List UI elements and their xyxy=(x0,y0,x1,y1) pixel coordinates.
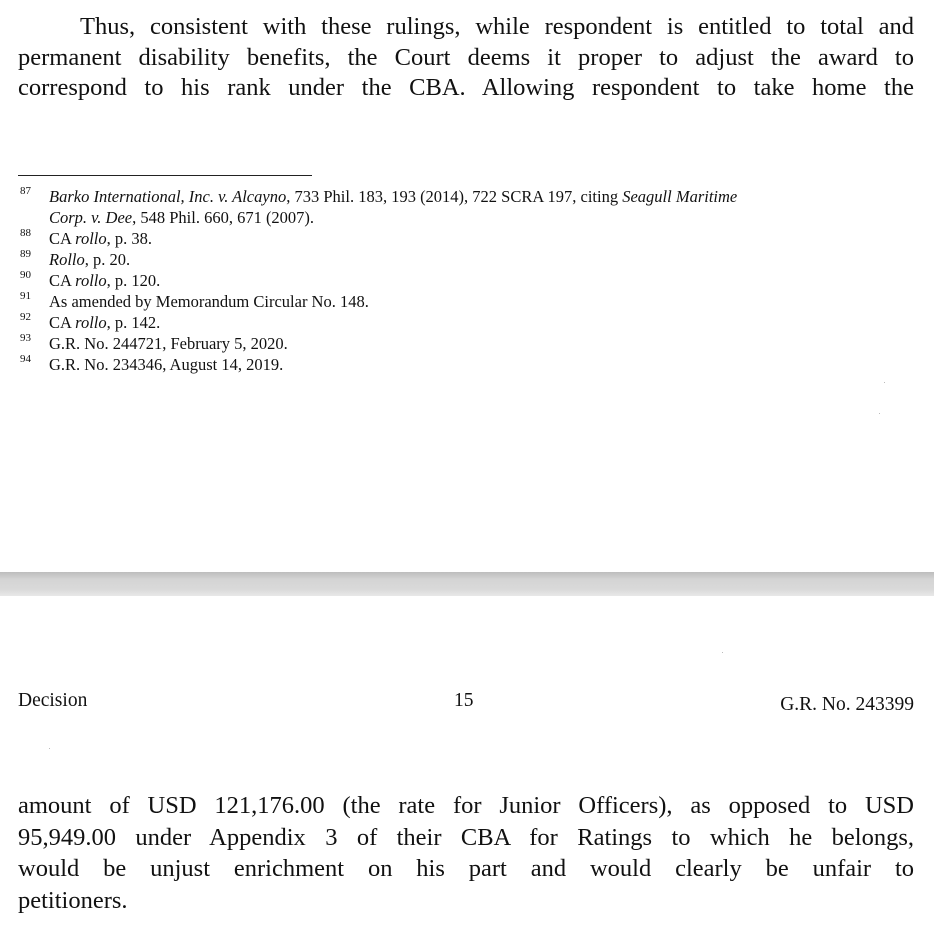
case-number: G.R. No. 243399 xyxy=(780,694,914,715)
citation-italic: rollo xyxy=(75,271,107,290)
citation-italic: Corp. v. Dee xyxy=(49,208,133,227)
footnote-text xyxy=(49,292,369,311)
footnote-continuation xyxy=(49,207,918,228)
footnote-fragment: G.R. No. 234346, August 14, 2019. xyxy=(49,355,284,374)
footnote xyxy=(18,354,918,375)
paragraph-line: Thus, consistent with these rulings, while respondent is entitled to total and xyxy=(80,13,914,40)
paragraph-line: 95,949.00 under Appendix 3 of their CBA for Ratings to which he belongs, xyxy=(18,823,914,851)
footnote-fragment: , p. 20. xyxy=(84,250,131,269)
footnote-text xyxy=(49,334,288,353)
footnote xyxy=(18,186,918,228)
scan-speck xyxy=(722,652,723,653)
footnote-number: 87 xyxy=(20,185,31,197)
footnote-fragment: , 548 Phil. 660, 671 (2007). xyxy=(132,208,315,227)
footnote-text xyxy=(49,187,918,228)
scan-speck xyxy=(879,413,880,414)
footnote-text xyxy=(49,271,160,290)
paragraph-line: amount of USD 121,176.00 (the rate for Junior Officers), as opposed to USD xyxy=(18,792,914,819)
footnote-number: 94 xyxy=(20,353,31,365)
footnote-number: 88 xyxy=(20,227,31,239)
footnote-fragment: CA xyxy=(49,229,76,248)
footnote-separator xyxy=(18,175,312,176)
page-number: 15 xyxy=(454,690,474,711)
footnote-fragment: CA xyxy=(49,271,76,290)
footnote xyxy=(18,270,918,291)
footnote-number: 91 xyxy=(20,290,31,302)
footnote-fragment: , p. 38. xyxy=(106,229,152,248)
paragraph-line: permanent disability benefits, the Court deems it proper to adjust the award to xyxy=(18,43,914,71)
footnote-fragment: G.R. No. 244721, February 5, 2020. xyxy=(49,334,288,353)
page-break-gap xyxy=(0,572,934,596)
footnote-number: 92 xyxy=(20,311,31,323)
footnote-text xyxy=(49,250,130,269)
page-header xyxy=(18,690,914,718)
footnote-number: 89 xyxy=(20,248,31,260)
footnote-fragment: , p. 120. xyxy=(106,271,161,290)
header-doc-type: Decision xyxy=(18,690,88,711)
footnote-number: 93 xyxy=(20,332,31,344)
footnote xyxy=(18,312,918,333)
scan-speck xyxy=(49,748,50,749)
footnote-list xyxy=(18,186,918,375)
footnote-fragment: As amended by Memorandum Circular No. 148. xyxy=(49,292,369,311)
citation-italic: Seagull Maritime xyxy=(622,187,738,206)
footnote-text xyxy=(49,229,152,248)
footnote-fragment: , 733 Phil. 183, 193 (2014), 722 SCRA 197, citing xyxy=(286,187,623,206)
citation-italic: rollo xyxy=(75,313,107,332)
footnote-fragment: , p. 142. xyxy=(106,313,161,332)
citation-italic: Barko International, Inc. v. Alcayno xyxy=(49,187,287,206)
citation-italic: rollo xyxy=(75,229,107,248)
paragraph-line: would be unjust enrichment on his part and would clearly be unfair to xyxy=(18,855,914,882)
document-page-lower xyxy=(0,596,934,940)
footnote xyxy=(18,228,918,249)
citation-italic: Rollo xyxy=(49,250,85,269)
paragraph-line: petitioners. xyxy=(18,886,128,914)
footnote xyxy=(18,249,918,270)
body-paragraph-upper xyxy=(18,12,914,104)
scan-speck xyxy=(884,382,885,383)
footnote-number: 90 xyxy=(20,269,31,281)
footnote-fragment: CA xyxy=(49,313,76,332)
body-paragraph-lower xyxy=(18,790,914,916)
footnote-text xyxy=(49,313,160,332)
paragraph-line: correspond to his rank under the CBA. Allowing respondent to take home the xyxy=(18,74,914,101)
footnote-text xyxy=(49,355,283,374)
footnote xyxy=(18,291,918,312)
footnote xyxy=(18,333,918,354)
